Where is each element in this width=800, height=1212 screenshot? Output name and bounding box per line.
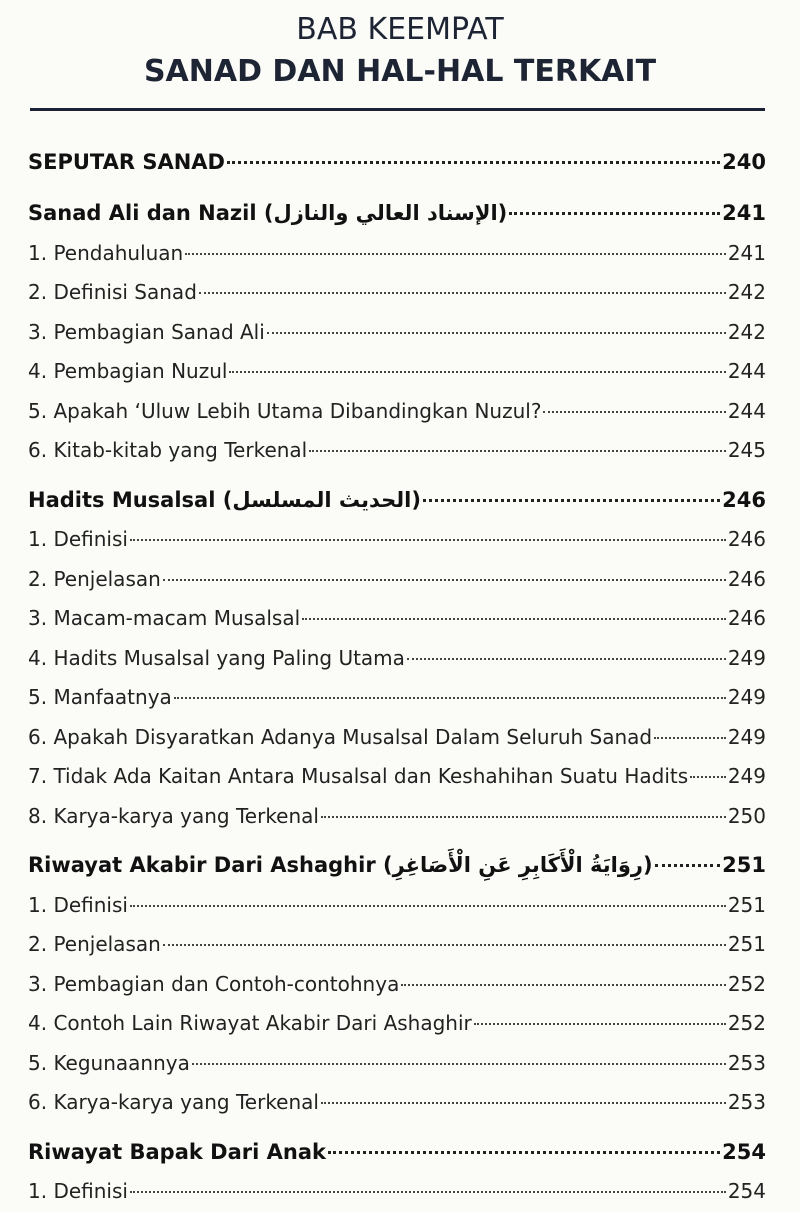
toc-entry-title: 5. Manfaatnya: [28, 685, 172, 709]
toc-entry-title: 4. Hadits Musalsal yang Paling Utama: [28, 645, 405, 670]
toc-page-number: 241: [727, 240, 766, 265]
toc-entry-title: 3. Macam-macam Musalsal: [28, 606, 301, 630]
toc-entry-title: 2. Definisi Sanad: [28, 280, 197, 304]
toc-page-number: 254: [722, 1139, 766, 1164]
section-gap: [28, 184, 766, 194]
table-of-contents: [28, 140, 766, 1212]
toc-entry-title: 8. Karya-karya yang Terkenal: [28, 803, 319, 828]
heading-divider: [30, 108, 765, 111]
toc-entry-title: 1. Definisi: [28, 892, 128, 917]
toc-page-number: 251: [722, 853, 766, 877]
toc-page-number: 249: [727, 645, 766, 670]
toc-section-heading[interactable]: [28, 846, 766, 886]
dot-leader: [543, 411, 725, 413]
dot-leader: [227, 161, 720, 164]
chapter-number: BAB KEEMPAT: [296, 12, 504, 47]
dot-leader: [423, 499, 720, 502]
dot-leader: [174, 697, 726, 699]
toc-page-number: 254: [727, 1179, 766, 1203]
toc-entry-title: 2. Penjelasan: [28, 932, 161, 956]
toc-page-number: 242: [727, 319, 766, 344]
toc-section-heading[interactable]: [28, 194, 766, 234]
toc-entry-title: Sanad Ali dan Nazil (: [28, 201, 274, 225]
toc-entry-arabic-title: الإسناد العالي والنازل: [273, 201, 498, 225]
dot-leader: [192, 1063, 726, 1065]
toc-entry-title: 5. Kegunaannya: [28, 1050, 190, 1075]
toc-section-heading[interactable]: [28, 140, 766, 184]
toc-page-number: 253: [727, 1090, 766, 1114]
toc-entry-title: 3. Pembagian dan Contoh-contohnya: [28, 971, 400, 996]
toc-entry-arabic-title: رِوَايَةُ الْأَكَابِرِ عَنِ الْأَصَاغِرِ: [392, 853, 644, 877]
toc-entry[interactable]: [28, 352, 766, 392]
toc-entry[interactable]: [28, 431, 766, 471]
toc-page-number: 252: [727, 971, 766, 996]
toc-entry[interactable]: [28, 757, 766, 797]
toc-entry[interactable]: [28, 392, 766, 432]
toc-page-number: 246: [727, 606, 766, 630]
toc-entry[interactable]: [28, 1004, 766, 1044]
toc-entry-title: 5. Apakah ‘Uluw Lebih Utama Dibandingkan Nuzul?: [28, 398, 542, 423]
dot-leader: [309, 450, 726, 452]
dot-leader: [130, 905, 726, 907]
dot-leader: [655, 864, 721, 867]
toc-entry[interactable]: [28, 925, 766, 965]
toc-entry-title: 2. Penjelasan: [28, 566, 161, 591]
dot-leader: [130, 539, 726, 541]
toc-page-number: 253: [727, 1050, 766, 1075]
toc-entry-title: 6. Karya-karya yang Terkenal: [28, 1090, 319, 1114]
toc-page-number: 249: [727, 764, 766, 788]
toc-entry-title: 7. Tidak Ada Kaitan Antara Musalsal dan Keshahihan Suatu Hadits: [28, 764, 689, 788]
toc-entry-title: SEPUTAR SANAD: [28, 150, 225, 174]
toc-page-number: 244: [727, 359, 766, 383]
toc-entry-title: Hadits Musalsal (: [28, 487, 233, 512]
dot-leader: [130, 1191, 726, 1193]
toc-entry[interactable]: [28, 520, 766, 560]
toc-entry[interactable]: [28, 1083, 766, 1123]
toc-entry[interactable]: [28, 886, 766, 926]
toc-entry-title: 4. Pembagian Nuzul: [28, 359, 228, 383]
dot-leader: [401, 984, 725, 986]
toc-entry-title-suffix: ): [497, 201, 508, 225]
toc-page-number: 249: [727, 724, 766, 749]
dot-leader: [302, 618, 726, 620]
dot-leader: [267, 332, 726, 334]
toc-entry[interactable]: [28, 797, 766, 837]
toc-page-number: 250: [727, 803, 766, 828]
dot-leader: [328, 1151, 720, 1154]
section-gap: [28, 1123, 766, 1133]
chapter-title: SANAD DAN HAL-HAL TERKAIT: [143, 54, 657, 89]
toc-page-number: 246: [722, 487, 766, 512]
toc-entry[interactable]: [28, 599, 766, 639]
dot-leader: [199, 292, 726, 294]
toc-page-number: 240: [722, 150, 766, 174]
dot-leader: [407, 658, 726, 660]
toc-entry[interactable]: [28, 313, 766, 353]
toc-entry[interactable]: [28, 678, 766, 718]
toc-entry-title-suffix: ): [643, 853, 653, 877]
toc-entry[interactable]: [28, 718, 766, 758]
toc-page-number: 251: [727, 932, 766, 956]
dot-leader: [321, 816, 726, 818]
toc-page-number: 251: [727, 892, 766, 917]
toc-entry[interactable]: [28, 639, 766, 679]
toc-entry-title: 4. Contoh Lain Riwayat Akabir Dari Ashaghir: [28, 1011, 472, 1035]
toc-entry[interactable]: [28, 1172, 766, 1212]
toc-entry-title: 6. Kitab-kitab yang Terkenal: [28, 438, 308, 462]
toc-page-number: 245: [727, 438, 766, 462]
dot-leader: [229, 371, 725, 373]
toc-entry-title: 1. Definisi: [28, 1179, 128, 1203]
toc-page-number: 249: [727, 685, 766, 709]
toc-page-number: 252: [727, 1011, 766, 1035]
dot-leader: [509, 212, 720, 215]
toc-entry-title: 3. Pembagian Sanad Ali: [28, 319, 265, 344]
toc-entry[interactable]: [28, 1044, 766, 1084]
dot-leader: [163, 944, 726, 946]
toc-entry-title: 1. Definisi: [28, 527, 128, 551]
chapter-heading: [0, 10, 800, 94]
toc-entry-title: 1. Pendahuluan: [28, 240, 184, 265]
dot-leader: [163, 579, 726, 581]
toc-page-number: 246: [727, 527, 766, 551]
dot-leader: [474, 1023, 726, 1025]
toc-entry-title-suffix: ): [411, 487, 421, 512]
toc-page-number: 241: [722, 201, 766, 225]
toc-entry[interactable]: [28, 273, 766, 313]
toc-page-number: 246: [727, 566, 766, 591]
toc-entry-arabic-title: الحديث المسلسل: [232, 487, 412, 512]
toc-page-number: 244: [727, 398, 766, 423]
toc-entry-title: Riwayat Bapak Dari Anak: [28, 1139, 326, 1164]
dot-leader: [690, 776, 726, 778]
toc-section-heading[interactable]: [28, 481, 766, 521]
toc-entry-title: 6. Apakah Disyaratkan Adanya Musalsal Dalam Seluruh Sanad: [28, 724, 653, 749]
dot-leader: [185, 253, 726, 255]
dot-leader: [654, 737, 726, 739]
section-gap: [28, 471, 766, 481]
toc-entry[interactable]: [28, 234, 766, 274]
toc-section-heading[interactable]: [28, 1133, 766, 1173]
toc-page-number: 242: [727, 280, 766, 304]
dot-leader: [321, 1102, 726, 1104]
toc-entry-title: Riwayat Akabir Dari Ashaghir (: [28, 853, 393, 877]
toc-entry[interactable]: [28, 560, 766, 600]
section-gap: [28, 836, 766, 846]
toc-entry[interactable]: [28, 965, 766, 1005]
